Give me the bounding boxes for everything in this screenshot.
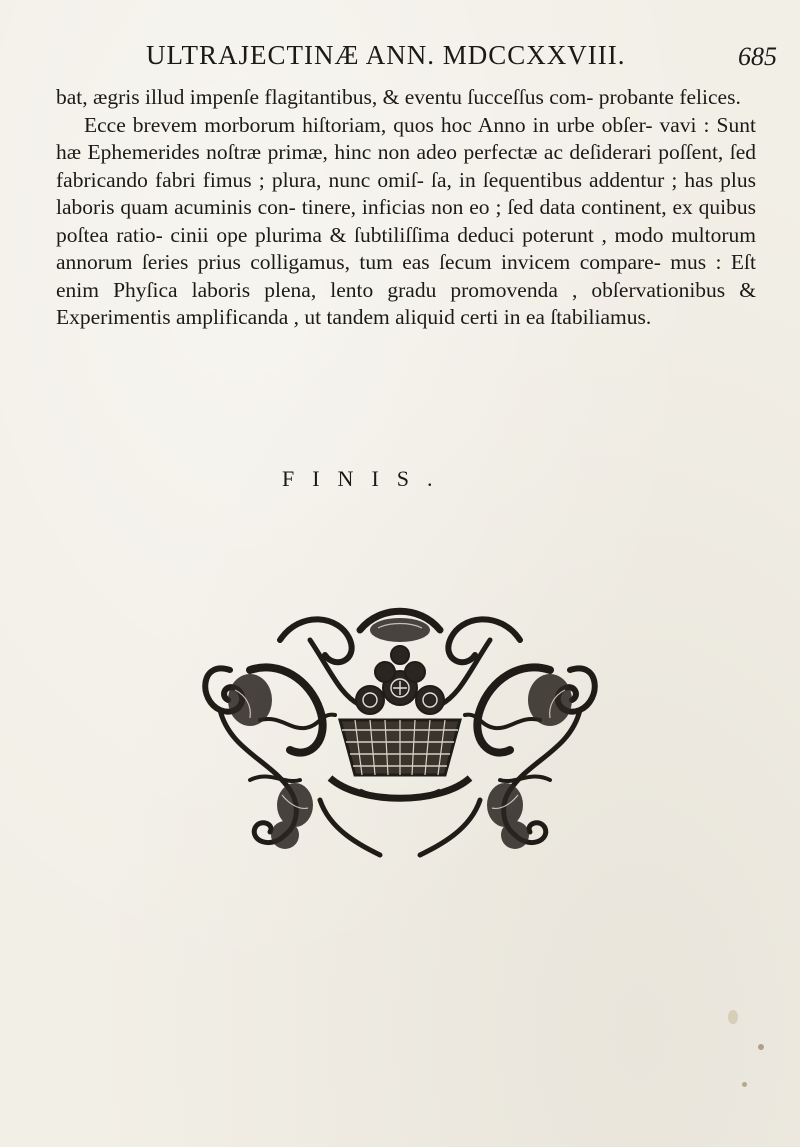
flower-basket-ornament-icon	[190, 600, 610, 870]
page-number: 685	[738, 42, 777, 71]
paper-spot	[758, 1044, 764, 1050]
paper-stain	[728, 1010, 738, 1024]
paragraph-continuation: bat, ægris illud impenſe flagitantibus, & eventu ſucceſſus com- probante felices.	[56, 85, 741, 109]
paper-spot	[742, 1082, 747, 1087]
body-text	[56, 84, 756, 332]
running-title: ULTRAJECTINÆ ANN. MDCCXXVIII.	[146, 40, 626, 70]
finis-heading: FINIS.	[282, 466, 451, 491]
paragraph-main: Ecce brevem morborum hiſtoriam, quos hoc Anno in urbe obſer- vavi : Sunt hæ Ephemerides noſtræ primæ, hinc non adeo perfectæ ac deſiderari poſſent, ſed fabricando fabri fimus ; plura, nunc omiſ- ſa, in ſequentibus addentur ; has plus laboris quam acuminis con- tinere, inficias non eo ; ſed data continent, ex quibus poſtea ratio- cinii ope plurima & ſubtiliſſima deduci poterunt , modo multorum annorum ſeries prius colligamus, tum eas ſecum invicem compare- mus : Eſt enim Phyſica laboris plena, lento gradu promovenda , obſervationibus & Experimentis amplificanda , ut tandem aliquid certi in ea ſtabiliamus.	[56, 112, 756, 329]
